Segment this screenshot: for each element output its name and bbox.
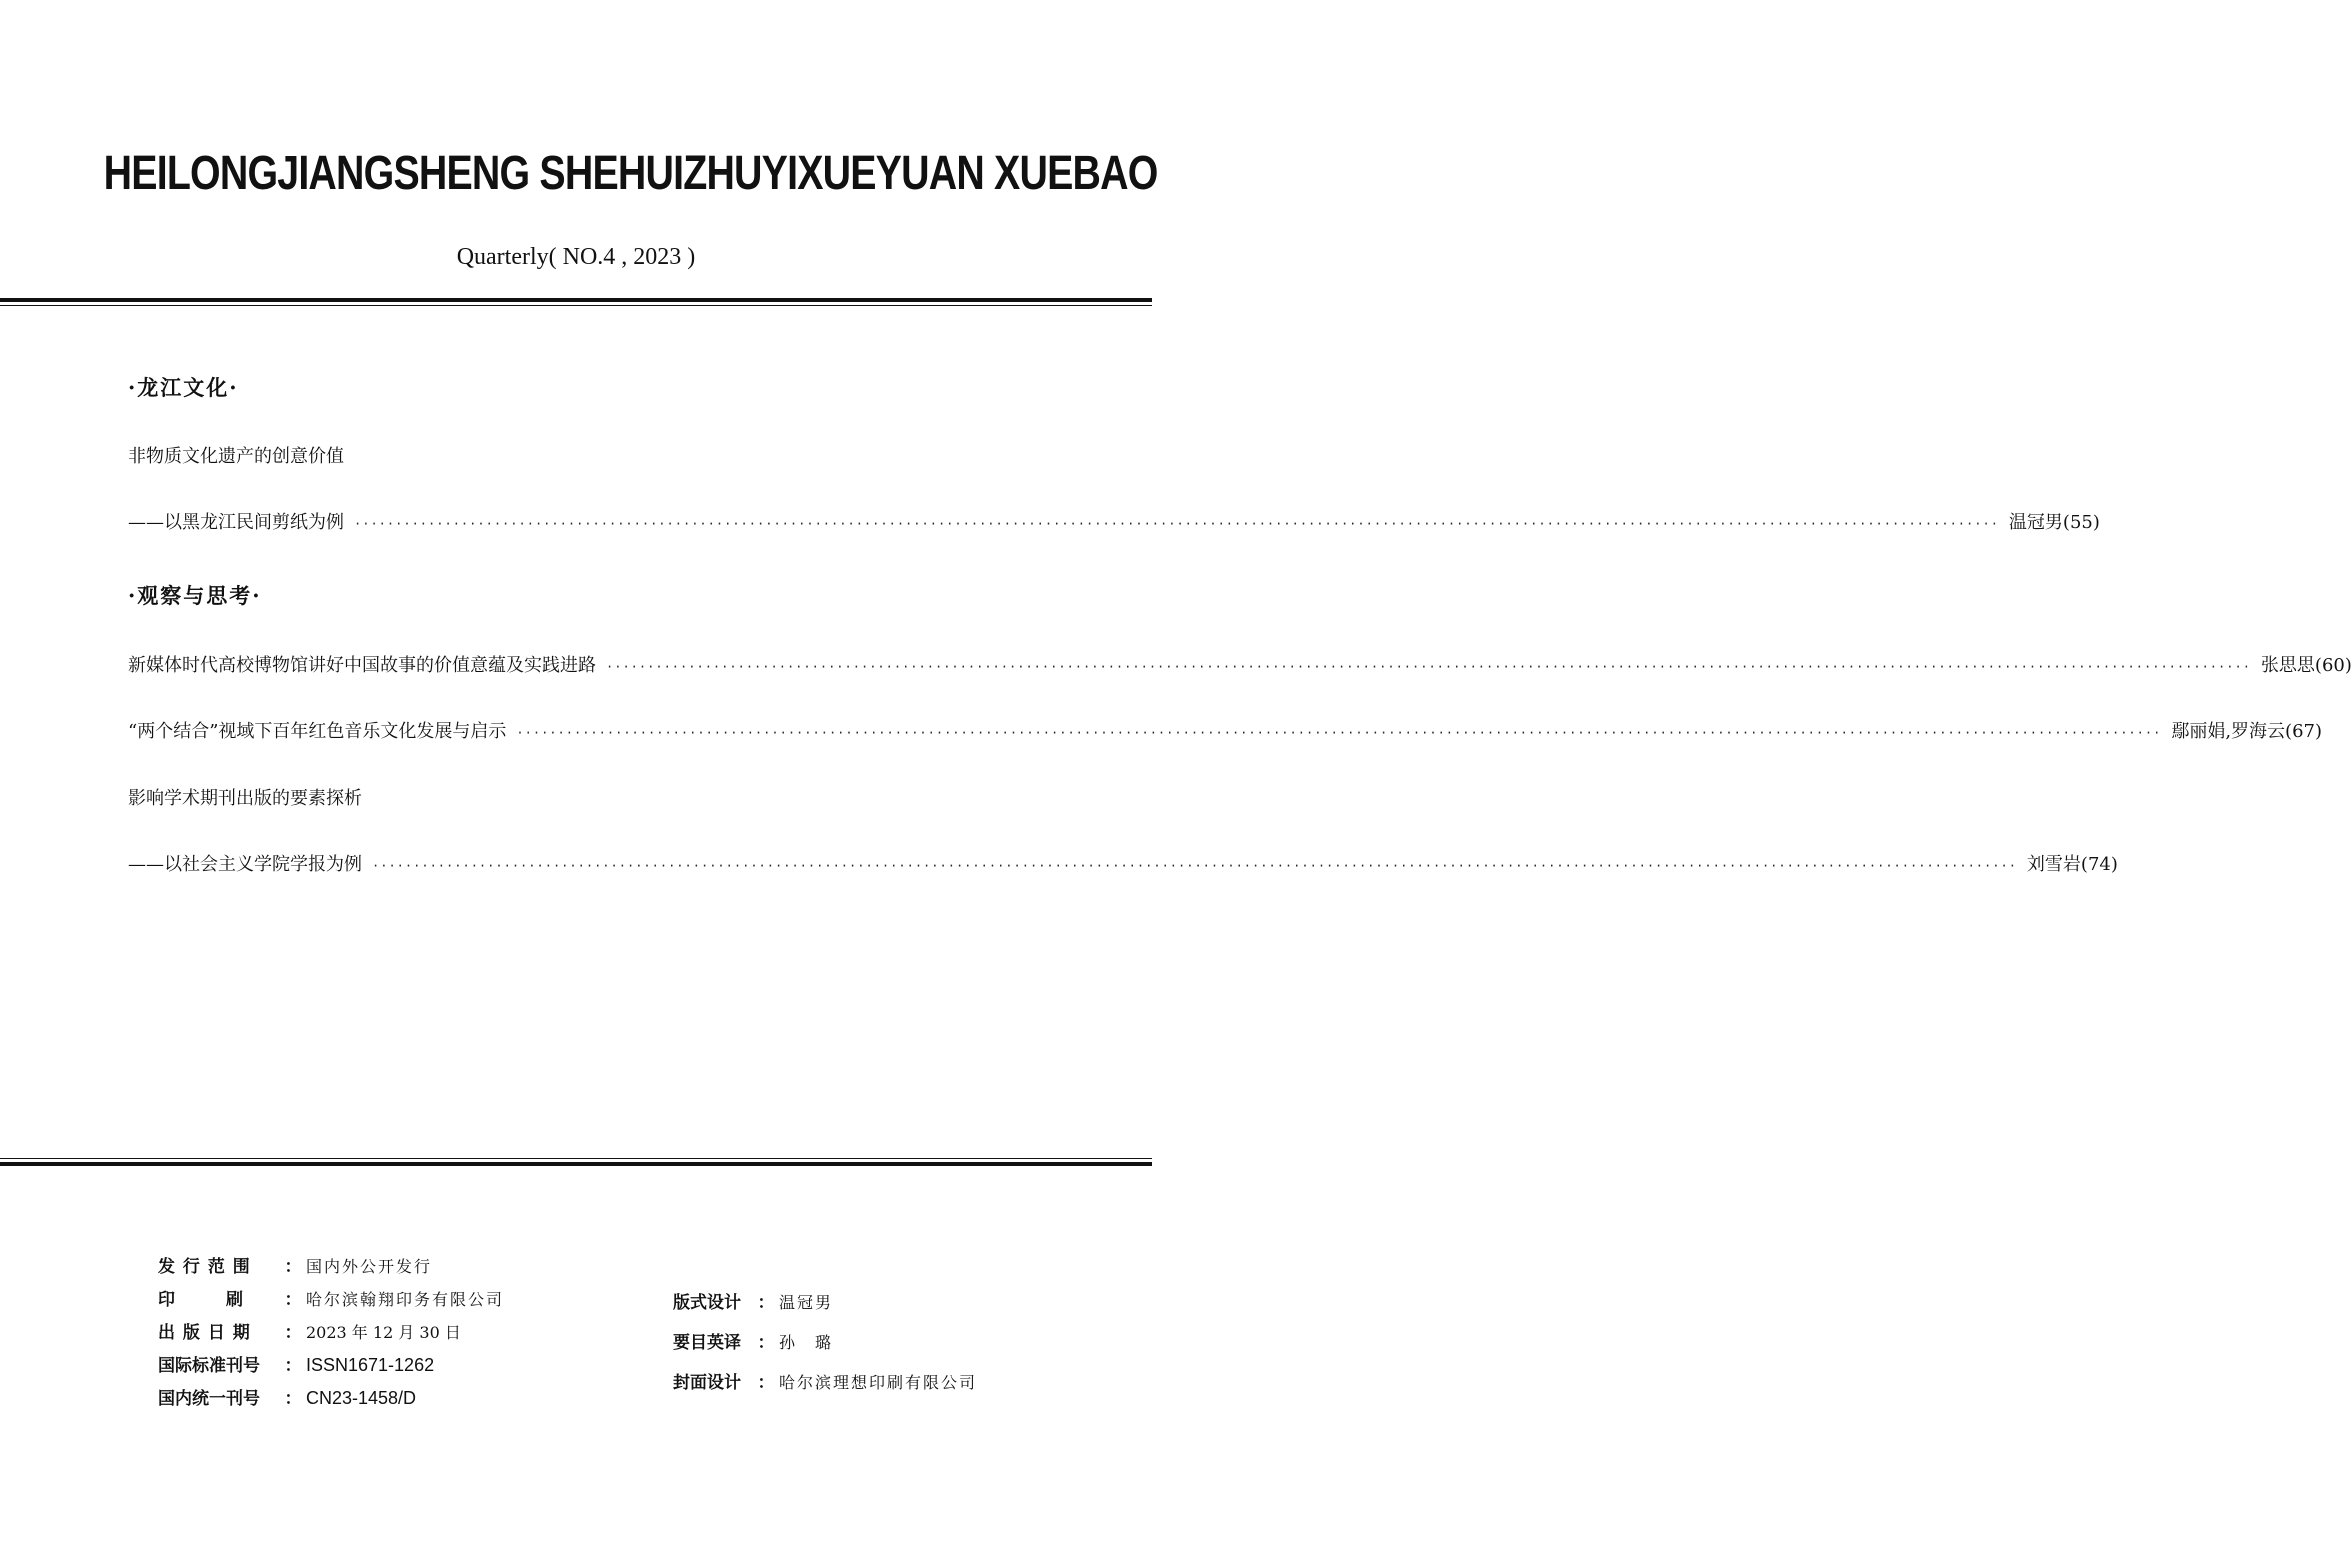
journal-title: HEILONGJIANGSHENG SHEHUIZHUYIXUEYUAN XUEBAO [103,147,1158,200]
info-separator: ： [757,1373,775,1393]
issue-line: Quarterly( NO.4 , 2023 ) [456,244,696,270]
info-value: 孙 璐 [779,1333,834,1352]
toc-entry[interactable] [128,651,2352,677]
toc-entry-title: 新媒体时代高校博物馆讲好中国故事的价值意蕴及实践进路 [128,655,596,676]
toc-entry-title: ——以黑龙江民间剪纸为例 [128,512,344,533]
info-label: 封面设计 [673,1373,741,1393]
info-row [673,1368,977,1408]
info-label: 版式设计 [673,1293,741,1313]
info-row [673,1288,977,1328]
toc-entry[interactable] [128,442,1056,468]
info-label: 国内统一刊号 [158,1389,260,1409]
toc-entry-title: “两个结合”视域下百年红色音乐文化发展与启示 [128,721,507,742]
info-separator: ： [284,1323,302,1343]
info-row [158,1318,504,1351]
info-separator: ： [757,1333,775,1353]
info-separator: ： [284,1389,302,1409]
info-separator: ： [757,1293,775,1313]
bottom-rule-thick [0,1162,1152,1166]
info-value: 哈尔滨翰翔印务有限公司 [306,1290,505,1309]
toc-entry[interactable] [128,784,1056,810]
toc-entry-author: 温冠男(55) [2008,512,2100,533]
info-value: 2023 年 12 月 30 日 [306,1323,461,1342]
info-value: ISSN1671-1262 [306,1355,435,1375]
toc-entry-author: 刘雪岩(74) [2026,854,2118,875]
dot-leader: ········································································································································································································ [606,660,2251,674]
section-heading: ·龙江文化· [128,375,239,400]
info-value: 哈尔滨理想印刷有限公司 [779,1373,978,1392]
info-value: 温冠男 [779,1293,834,1312]
top-rule-thin [0,305,1152,306]
toc-entry-author: 鄢丽娟,罗海云(67) [2171,721,2322,742]
dot-leader: ········································································································································································································ [372,859,2017,873]
toc-entry-title: ——以社会主义学院学报为例 [128,854,362,875]
publication-info-left [158,1252,504,1417]
toc-entry-title: 非物质文化遗产的创意价值 [128,446,344,467]
toc-entry[interactable] [128,717,2322,743]
toc-entry-author: 张思思(60) [2260,655,2352,676]
info-separator: ： [284,1356,302,1376]
info-value: CN23-1458/D [306,1388,417,1408]
dot-leader: ········································································································································································································ [354,517,1999,531]
toc-entry[interactable] [128,850,2118,876]
info-label: 国际标准刊号 [158,1356,260,1376]
info-value: 国内外公开发行 [306,1257,433,1276]
info-label: 要目英译 [673,1333,741,1353]
section-heading: ·观察与思考· [128,583,262,608]
info-separator: ： [284,1290,302,1310]
info-label: 发 行 范 围 [158,1257,251,1277]
toc-entry-title: 影响学术期刊出版的要素探析 [128,788,362,809]
info-row [158,1351,504,1384]
bottom-rule-thin [0,1158,1152,1159]
info-label: 印 刷 [158,1290,243,1310]
info-row [673,1328,977,1368]
publication-info-right [673,1288,977,1408]
info-label: 出 版 日 期 [158,1323,251,1343]
info-row [158,1384,504,1417]
dot-leader: ········································································································································································································ [516,726,2162,740]
info-row [158,1285,504,1318]
info-separator: ： [284,1257,302,1277]
toc-entry[interactable] [128,508,2100,534]
info-row [158,1252,504,1285]
top-rule-thick [0,298,1152,302]
